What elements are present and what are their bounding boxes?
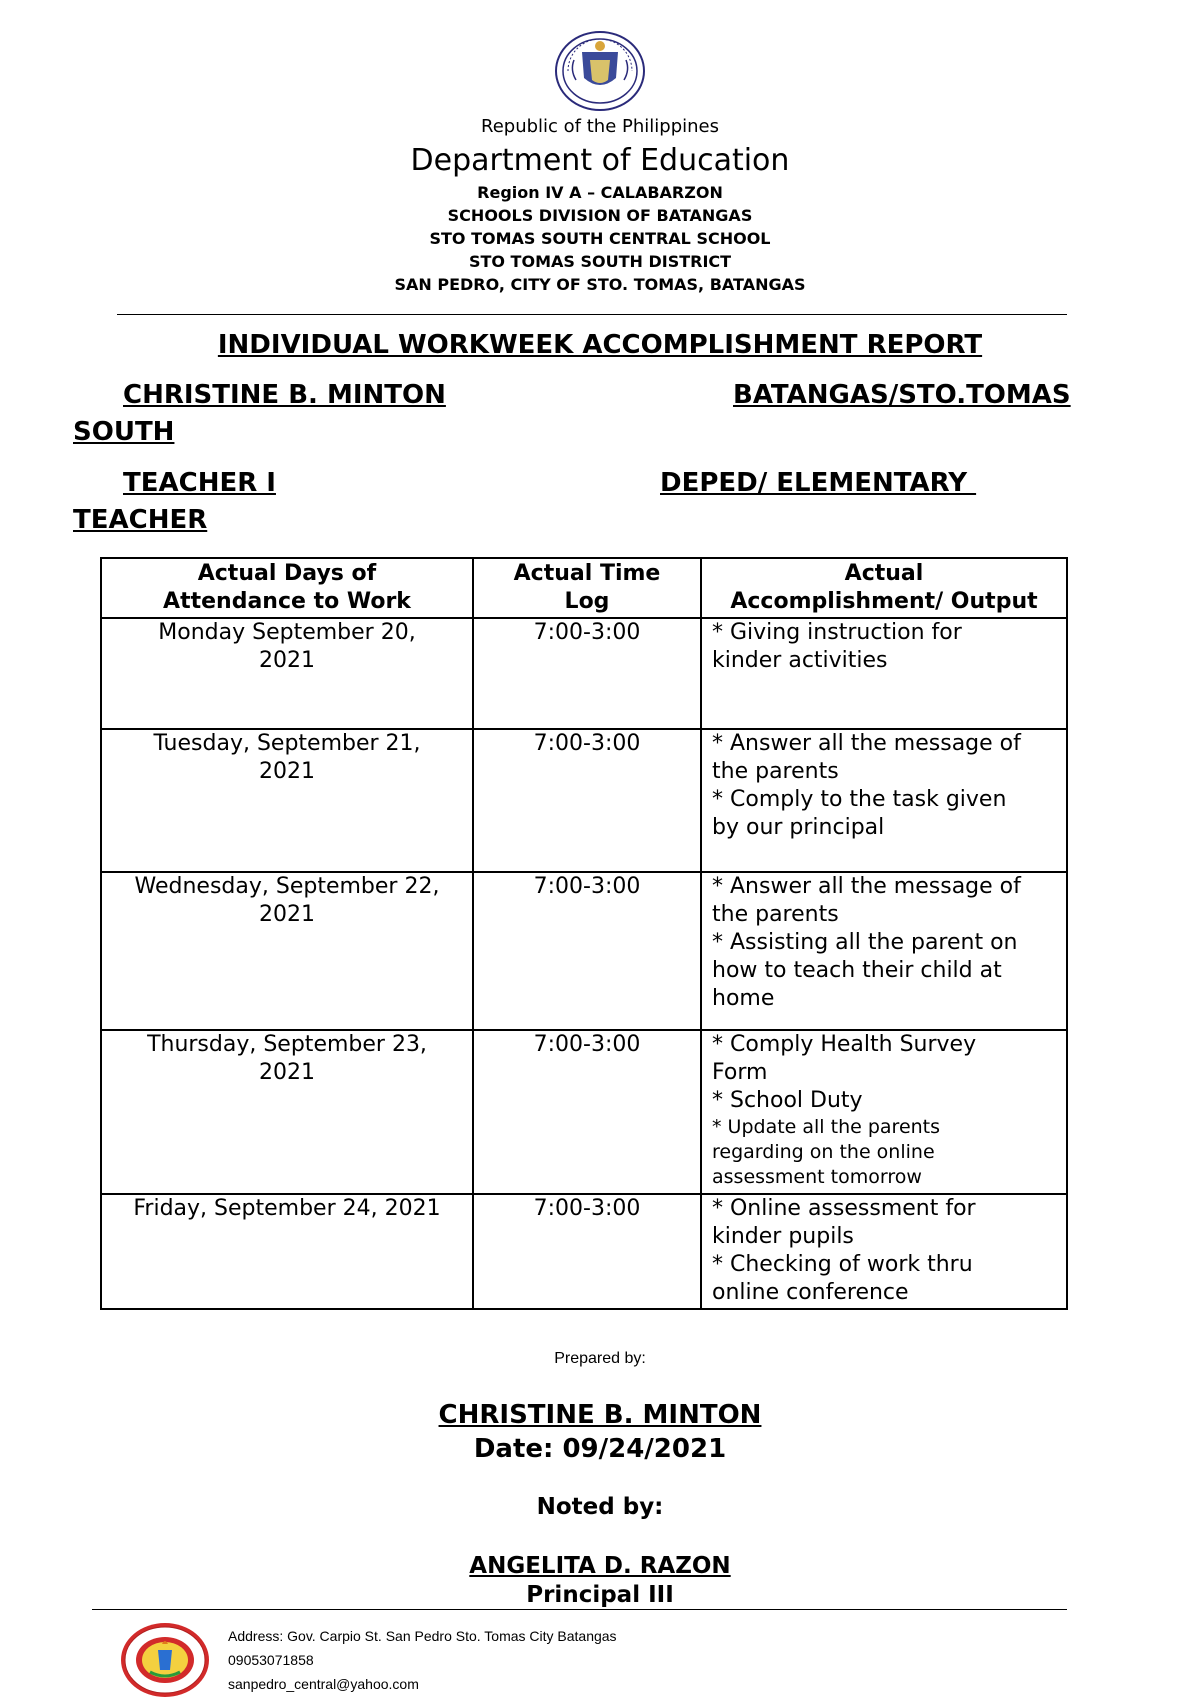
header-accomplishment: Actual Accomplishment/ Output	[701, 558, 1067, 618]
day-cell: Wednesday, September 22, 2021	[101, 872, 473, 1030]
table-header-row	[101, 558, 1067, 618]
footer-address: Address: Gov. Carpio St. San Pedro Sto. Tomas City Batangas	[228, 1628, 617, 1644]
accomplishment-table	[100, 557, 1068, 1310]
employee-name: CHRISTINE B. MINTON	[123, 380, 446, 410]
day-cell: Tuesday, September 21, 2021	[101, 729, 473, 872]
department-text: Department of Education	[410, 143, 790, 178]
location-line2: SOUTH	[73, 417, 175, 447]
republic-text: Republic of the Philippines	[481, 116, 719, 137]
table-row	[101, 1194, 1067, 1309]
time-cell: 7:00-3:00	[473, 729, 701, 872]
day-cell: Monday September 20, 2021	[101, 618, 473, 729]
accomplishment-cell: * Answer all the message of the parents * Comply to the task given by our principal	[701, 729, 1067, 872]
location-line1: BATANGAS/STO.TOMAS	[733, 380, 1071, 410]
principal-title: Principal III	[526, 1582, 674, 1608]
header-divider	[117, 314, 1067, 315]
time-cell: 7:00-3:00	[473, 1030, 701, 1194]
time-cell: 7:00-3:00	[473, 1194, 701, 1309]
footer-email: sanpedro_central@yahoo.com	[228, 1676, 419, 1692]
table-row	[101, 618, 1067, 729]
day-cell: Friday, September 24, 2021	[101, 1194, 473, 1309]
school-seal-icon	[118, 1620, 212, 1698]
preparer-name: CHRISTINE B. MINTON	[438, 1400, 762, 1430]
principal-name: ANGELITA D. RAZON	[469, 1553, 731, 1579]
office-line2: TEACHER	[73, 505, 208, 535]
header-time: Actual Time Log	[473, 558, 701, 618]
noted-by-label: Noted by:	[536, 1494, 664, 1520]
table-row	[101, 872, 1067, 1030]
region-text: Region IV A – CALABARZON	[477, 183, 723, 202]
footer-phone: 09053071858	[228, 1652, 314, 1668]
accomplishment-cell: * Answer all the message of the parents * Assisting all the parent on how to teach their child at home	[701, 872, 1067, 1030]
header-days: Actual Days of Attendance to Work	[101, 558, 473, 618]
day-cell: Thursday, September 23, 2021	[101, 1030, 473, 1194]
table-row	[101, 729, 1067, 872]
accomplishment-cell: * Comply Health Survey Form * School Duty * Update all the parents regarding on the online assessment tomorrow	[701, 1030, 1067, 1194]
prepared-by-label: Prepared by:	[554, 1350, 646, 1367]
table-row	[101, 1030, 1067, 1194]
report-title: INDIVIDUAL WORKWEEK ACCOMPLISHMENT REPORT	[217, 330, 983, 360]
employee-position: TEACHER I	[123, 468, 276, 498]
accomplishment-cell: * Giving instruction for kinder activities	[701, 618, 1067, 729]
time-cell: 7:00-3:00	[473, 872, 701, 1030]
district-text: STO TOMAS SOUTH DISTRICT	[468, 252, 732, 271]
school-address-text: SAN PEDRO, CITY OF STO. TOMAS, BATANGAS	[394, 275, 806, 294]
deped-seal-icon	[552, 30, 648, 112]
school-text: STO TOMAS SOUTH CENTRAL SCHOOL	[429, 229, 771, 248]
time-cell: 7:00-3:00	[473, 618, 701, 729]
footer-divider	[92, 1609, 1067, 1610]
office-line1: DEPED/ ELEMENTARY	[660, 468, 977, 498]
accomplishment-cell: * Online assessment for kinder pupils * Checking of work thru online conference	[701, 1194, 1067, 1309]
division-text: SCHOOLS DIVISION OF BATANGAS	[447, 206, 753, 225]
report-date: Date: 09/24/2021	[473, 1434, 727, 1464]
